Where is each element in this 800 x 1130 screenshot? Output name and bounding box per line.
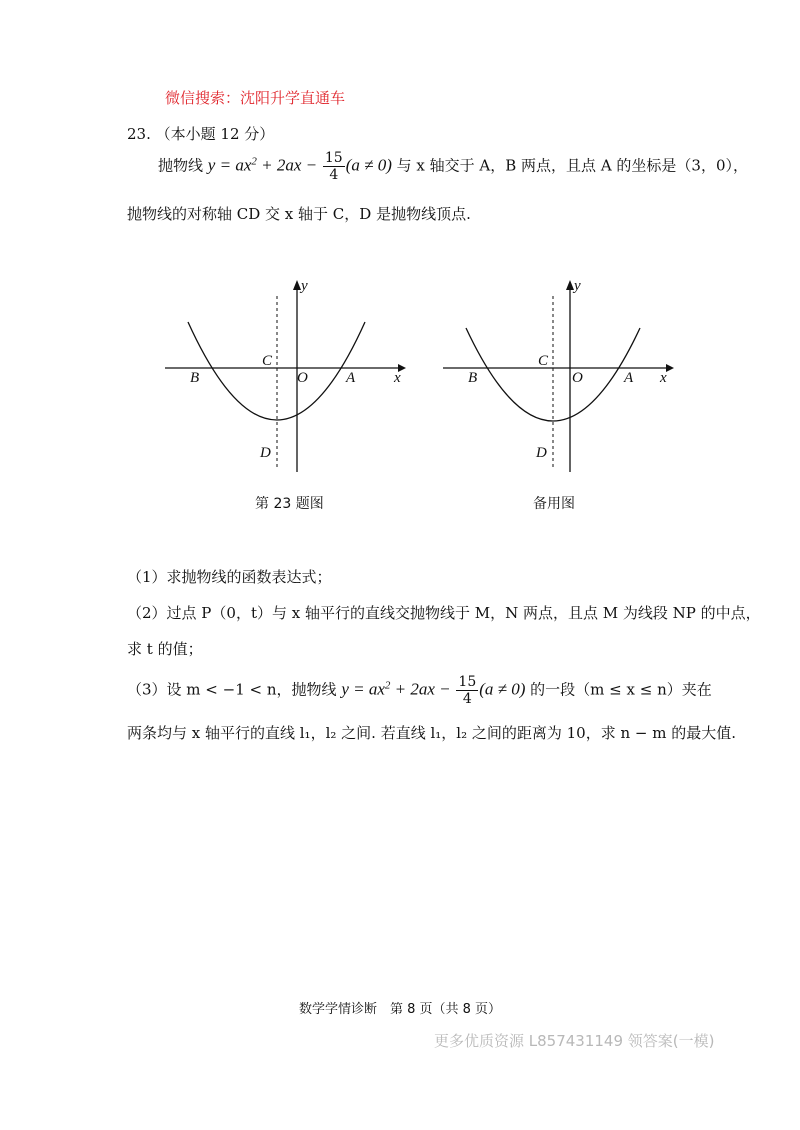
fraction-numerator-p3: 15	[458, 674, 477, 690]
label-y-1: y	[301, 278, 308, 294]
x-axis-arrow-2	[666, 364, 674, 372]
part-3-prefix: （3）设 m < −1 < n，抛物线	[127, 680, 337, 699]
fraction-15-4	[323, 150, 345, 183]
stem-prefix: 抛物线	[158, 156, 204, 175]
stem-suffix: 与 x 轴交于 A，B 两点，且点 A 的坐标是（3，0），	[396, 156, 749, 175]
parabola-mid-p3: + 2ax −	[390, 679, 451, 699]
question-points: （本小题 12 分）	[155, 125, 275, 143]
fraction-numerator: 15	[324, 150, 343, 166]
square-exponent: 2	[251, 155, 257, 168]
label-O-1: O	[297, 370, 308, 386]
question-header	[127, 123, 274, 144]
y-axis-arrow-1	[293, 280, 301, 290]
figure-backup	[438, 270, 688, 480]
label-D-2: D	[536, 445, 547, 461]
stem-line-2: 抛物线的对称轴 CD 交 x 轴于 C，D 是抛物线顶点.	[127, 205, 471, 223]
figure-23	[160, 270, 410, 480]
part-2-line-2: 求 t 的值；	[127, 640, 203, 658]
caption-figure-23: 第 23 题图	[255, 496, 324, 512]
condition: (a ≠ 0)	[345, 155, 392, 175]
label-C-1: C	[262, 353, 273, 369]
label-D-1: D	[260, 445, 271, 461]
label-x-2: x	[660, 370, 667, 386]
label-x-1: x	[394, 370, 401, 386]
watermark-text: 更多优质资源 L857431149 领答案(一模)	[434, 1032, 715, 1050]
part-3-suffix: 的一段（m ≤ x ≤ n）夹在	[530, 680, 712, 699]
parabola-lhs: y = ax	[207, 155, 252, 175]
part-3-line-1	[127, 674, 712, 707]
y-axis-arrow-2	[566, 280, 574, 290]
label-y-2: y	[574, 278, 581, 294]
label-A-1: A	[346, 370, 356, 386]
condition-p3: (a ≠ 0)	[479, 679, 526, 699]
fraction-denominator: 4	[329, 167, 339, 183]
part-3-line-2: 两条均与 x 轴平行的直线 l₁，l₂ 之间. 若直线 l₁，l₂ 之间的距离为 10，求 n − m 的最大值.	[127, 724, 736, 742]
label-A-2: A	[624, 370, 634, 386]
parabola-lhs-p3: y = ax	[341, 679, 385, 699]
banner-text: 微信搜索：沈阳升学直通车	[165, 89, 346, 107]
question-number: 23.	[127, 125, 151, 143]
part-1: （1）求抛物线的函数表达式；	[127, 568, 332, 586]
fraction-15-4-p3	[456, 674, 478, 707]
page-footer: 数学学情诊断 第 8 页（共 8 页）	[298, 1002, 502, 1017]
label-C-2: C	[538, 353, 549, 369]
caption-figure-backup: 备用图	[533, 496, 575, 512]
part-2-line-1: （2）过点 P（0，t）与 x 轴平行的直线交抛物线于 M，N 两点，且点 M 为线段 NP 的中点，	[127, 604, 761, 622]
square-exponent-p3: 2	[384, 679, 391, 692]
label-O-2: O	[572, 370, 583, 386]
parabola-mid: + 2ax −	[256, 155, 318, 175]
label-B-2: B	[468, 370, 478, 386]
label-B-1: B	[190, 370, 200, 386]
stem-line-1	[158, 150, 748, 183]
fraction-denominator-p3: 4	[462, 691, 472, 707]
